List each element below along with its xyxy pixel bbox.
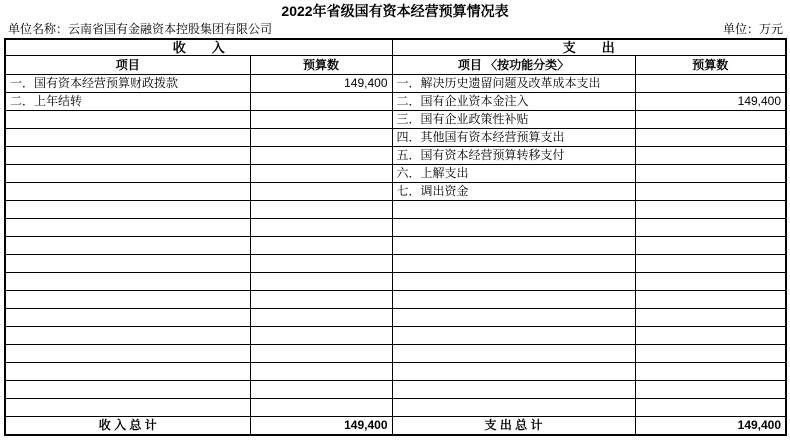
expenditure-value-cell [635, 272, 786, 290]
page-title: 2022年省级国有资本经营预算情况表 [281, 3, 509, 19]
expenditure-value-cell [635, 254, 786, 272]
table-row [5, 110, 786, 128]
table-row [5, 308, 786, 326]
income-item-cell [5, 200, 250, 218]
table-row [5, 254, 786, 272]
meta-row [0, 22, 790, 36]
income-item-cell [5, 146, 250, 164]
income-item-cell: 一．国有资本经营预算财政拨款 [5, 74, 250, 92]
expenditure-item-cell [392, 326, 635, 344]
unit-of-measure-label: 单位：万元 [722, 22, 783, 36]
income-item-cell [5, 362, 250, 380]
income-value-cell [250, 344, 392, 362]
expenditure-item-cell: 五．国有资本经营预算转移支付 [392, 146, 635, 164]
income-item-cell [5, 110, 250, 128]
expenditure-item-cell [392, 344, 635, 362]
table-row [5, 128, 786, 146]
table-row [5, 74, 786, 92]
table-row [5, 344, 786, 362]
expenditure-value-cell [635, 236, 786, 254]
column-header-row [5, 55, 786, 74]
expenditure-value-cell [635, 200, 786, 218]
income-value-cell [250, 164, 392, 182]
unit-name-label: 单位名称：云南省国有金融资本控股集团有限公司 [8, 22, 273, 36]
income-value-cell [250, 236, 392, 254]
expenditure-item-cell: 一．解决历史遗留问题及改革成本支出 [392, 74, 635, 92]
income-budget-column-header: 预算数 [250, 55, 392, 74]
expenditure-item-cell: 二．国有企业资本金注入 [392, 92, 635, 110]
expenditure-value-cell: 149,400 [635, 92, 786, 110]
table-row [5, 218, 786, 236]
income-value-cell [250, 128, 392, 146]
expenditure-value-cell [635, 308, 786, 326]
table-row [5, 362, 786, 380]
expenditure-item-cell [392, 218, 635, 236]
expenditure-total-label: 支 出 总 计 [392, 416, 635, 435]
expenditure-value-cell [635, 218, 786, 236]
expenditure-item-cell [392, 272, 635, 290]
expenditure-item-cell [392, 362, 635, 380]
expenditure-value-cell [635, 110, 786, 128]
income-value-cell [250, 218, 392, 236]
income-item-cell [5, 236, 250, 254]
expenditure-item-cell [392, 254, 635, 272]
income-value-cell [250, 380, 392, 398]
table-row [5, 146, 786, 164]
income-value-cell: 149,400 [250, 74, 392, 92]
expenditure-item-cell [392, 308, 635, 326]
table-row [5, 182, 786, 200]
income-value-cell [250, 272, 392, 290]
expenditure-item-cell [392, 290, 635, 308]
expenditure-item-column-header: 项目 〈按功能分类〉 [392, 55, 635, 74]
income-item-cell [5, 308, 250, 326]
expenditure-budget-column-header: 预算数 [635, 55, 786, 74]
expenditure-item-cell: 四．其他国有资本经营预算支出 [392, 128, 635, 146]
expenditure-total-value: 149,400 [635, 416, 786, 435]
income-item-cell [5, 254, 250, 272]
income-total-label: 收 入 总 计 [5, 416, 250, 435]
expenditure-item-cell: 七．调出资金 [392, 182, 635, 200]
table-row [5, 398, 786, 416]
expenditure-value-cell [635, 164, 786, 182]
table-row [5, 92, 786, 110]
expenditure-value-cell [635, 290, 786, 308]
expenditure-item-cell: 三．国有企业政策性补贴 [392, 110, 635, 128]
income-item-cell [5, 128, 250, 146]
income-value-cell [250, 398, 392, 416]
expenditure-item-cell [392, 200, 635, 218]
table-row [5, 290, 786, 308]
expenditure-value-cell [635, 182, 786, 200]
table-row [5, 236, 786, 254]
income-item-cell [5, 272, 250, 290]
income-value-cell [250, 92, 392, 110]
income-item-cell [5, 290, 250, 308]
income-value-cell [250, 326, 392, 344]
expenditure-value-cell [635, 74, 786, 92]
income-value-cell [250, 146, 392, 164]
income-item-cell [5, 344, 250, 362]
section-header-row [5, 39, 786, 55]
table-row [5, 272, 786, 290]
income-value-cell [250, 182, 392, 200]
expenditure-value-cell [635, 380, 786, 398]
expenditure-section-header: 支 出 [392, 39, 786, 55]
income-item-cell [5, 380, 250, 398]
income-value-cell [250, 290, 392, 308]
total-row [5, 416, 786, 435]
income-item-cell: 二．上年结转 [5, 92, 250, 110]
expenditure-value-cell [635, 362, 786, 380]
income-value-cell [250, 110, 392, 128]
income-item-column-header: 项目 [5, 55, 250, 74]
expenditure-item-cell [392, 236, 635, 254]
budget-table [4, 38, 787, 436]
expenditure-value-cell [635, 344, 786, 362]
expenditure-value-cell [635, 128, 786, 146]
table-row [5, 164, 786, 182]
expenditure-item-cell: 六．上解支出 [392, 164, 635, 182]
income-item-cell [5, 398, 250, 416]
income-item-cell [5, 182, 250, 200]
income-value-cell [250, 200, 392, 218]
income-item-cell [5, 164, 250, 182]
income-section-header: 收 入 [5, 39, 392, 55]
income-item-cell [5, 326, 250, 344]
expenditure-item-cell [392, 398, 635, 416]
income-value-cell [250, 308, 392, 326]
table-row [5, 200, 786, 218]
income-item-cell [5, 218, 250, 236]
table-row [5, 380, 786, 398]
expenditure-value-cell [635, 146, 786, 164]
table-row [5, 326, 786, 344]
table-body [5, 74, 786, 416]
income-value-cell [250, 254, 392, 272]
expenditure-value-cell [635, 398, 786, 416]
income-value-cell [250, 362, 392, 380]
expenditure-value-cell [635, 326, 786, 344]
income-total-value: 149,400 [250, 416, 392, 435]
expenditure-item-cell [392, 380, 635, 398]
